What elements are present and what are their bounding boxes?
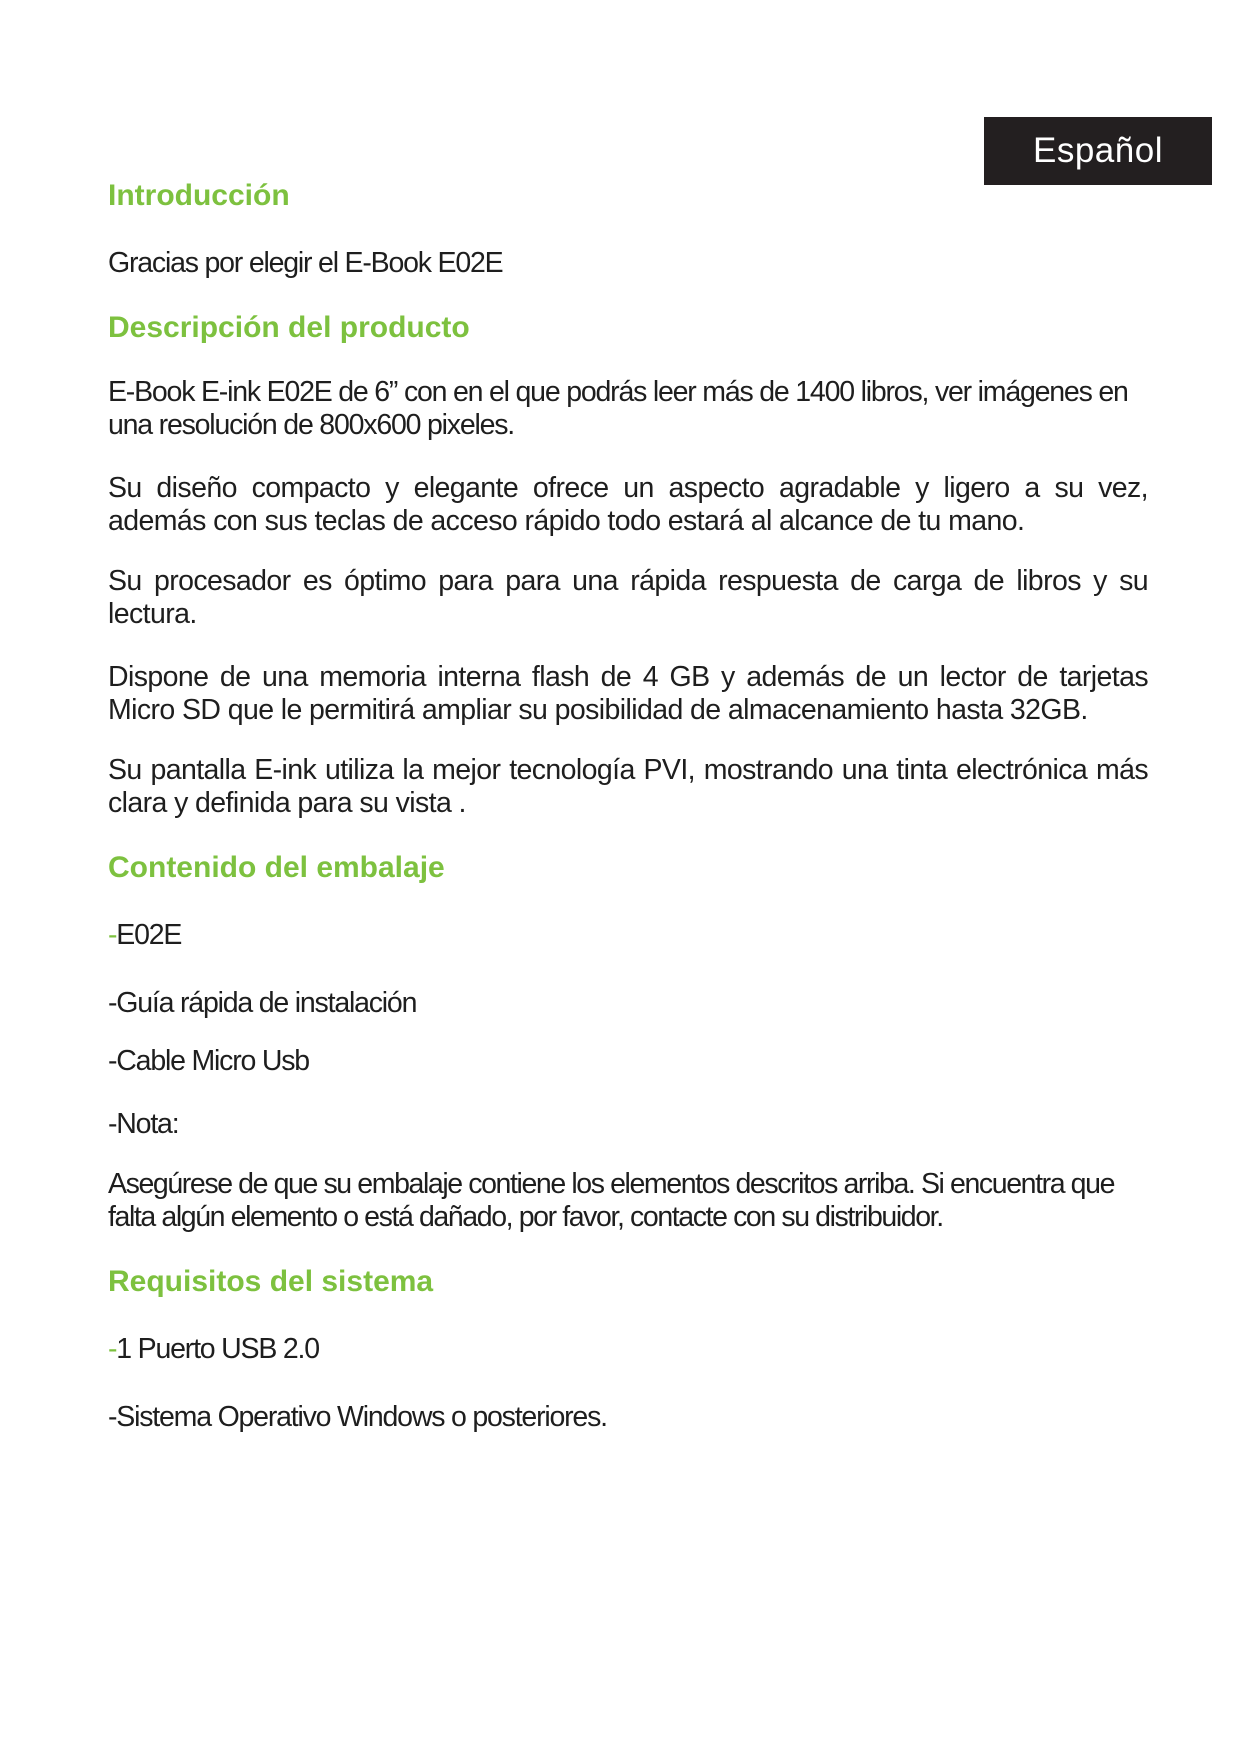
description-paragraph-3: Su procesador es óptimo para para una rápida respuesta de carga de libros y su lectura. [108,565,1148,630]
bullet-dash: - [108,1333,117,1365]
requirements-item: -Sistema Operativo Windows o posteriores. [108,1401,607,1433]
bullet-dash: - [108,1401,117,1433]
package-heading: Contenido del embalaje [108,851,445,884]
requirements-item: -1 Puerto USB 2.0 [108,1333,319,1365]
intro-text: Gracias por elegir el E-Book E02E [108,247,503,279]
package-item: -E02E [108,919,182,951]
package-item: -Cable Micro Usb [108,1045,309,1077]
package-item: -Nota: [108,1108,179,1140]
description-paragraph-4: Dispone de una memoria interna flash de 4 GB y además de un lector de tarjetas Micro SD que le permitirá ampliar su posibilidad de almacenamiento hasta 32GB. [108,661,1148,726]
package-note: Asegúrese de que su embalaje contiene los elementos descritos arriba. Si encuentra que falta algún elemento o está dañado, por favor, contacte con su distribuidor. [108,1168,1115,1233]
bullet-dash: - [108,987,117,1019]
bullet-dash: - [108,1045,117,1077]
description-paragraph-5: Su pantalla E-ink utiliza la mejor tecnología PVI, mostrando una tinta electrónica más clara y definida para su vista . [108,754,1148,819]
document-body [108,178,1148,1434]
description-heading: Descripción del producto [108,311,470,344]
description-paragraph-2: Su diseño compacto y elegante ofrece un aspecto agradable y ligero a su vez, además con sus teclas de acceso rápido todo estará al alcance de tu mano. [108,472,1148,537]
requirements-heading: Requisitos del sistema [108,1265,434,1298]
bullet-dash: - [108,919,117,951]
bullet-dash: - [108,1108,117,1140]
description-paragraph-1: E-Book E-ink E02E de 6” con en el que podrás leer más de 1400 libros, ver imágenes en una resolución de 800x600 pixeles. [108,376,1128,441]
package-item: -Guía rápida de instalación [108,987,417,1019]
intro-heading: Introducción [108,179,290,212]
language-tab: Español [984,117,1212,185]
